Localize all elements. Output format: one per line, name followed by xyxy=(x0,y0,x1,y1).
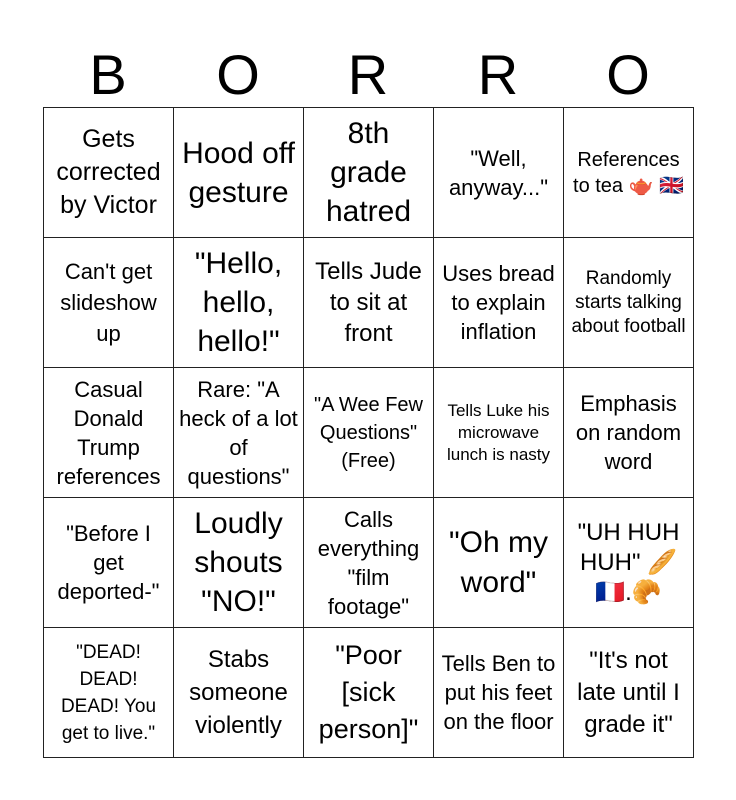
bingo-cell[interactable] xyxy=(564,368,694,498)
bingo-cell[interactable] xyxy=(174,628,304,758)
bingo-cell[interactable] xyxy=(304,498,434,628)
header-letter-b: B xyxy=(89,43,127,106)
bingo-cell[interactable] xyxy=(174,238,304,368)
bingo-header xyxy=(43,42,693,108)
cell-text: References to tea 🫖 🇬🇧 xyxy=(573,148,684,197)
cell-text: "Poor [sick person]" xyxy=(318,640,419,744)
cell-text: Hood off gesture xyxy=(182,136,295,209)
cell-text: "A Wee Few Questions" (Free) xyxy=(314,393,423,472)
cell-text: Emphasis on random word xyxy=(575,391,682,474)
cell-text: Stabs someone violently xyxy=(189,646,288,739)
cell-text: "Hello, hello, hello!" xyxy=(194,247,283,358)
cell-text: "Well, anyway..." xyxy=(448,145,549,200)
cell-text: "UH HUH HUH" 🥖 🇫🇷.🥐 xyxy=(577,518,680,606)
bingo-cell[interactable] xyxy=(44,628,174,758)
bingo-cell[interactable] xyxy=(564,108,694,238)
cell-text: Tells Jude to sit at front xyxy=(315,258,422,347)
bingo-cell[interactable] xyxy=(434,628,564,758)
bingo-grid xyxy=(43,107,694,758)
bingo-cell[interactable] xyxy=(304,238,434,368)
bingo-cell[interactable] xyxy=(174,108,304,238)
cell-text: "DEAD! DEAD! DEAD! You get to live." xyxy=(60,641,157,744)
cell-text: Uses bread to explain inflation xyxy=(442,261,555,344)
bingo-cell[interactable] xyxy=(304,628,434,758)
bingo-cell[interactable] xyxy=(304,368,434,498)
cell-text: 8th grade hatred xyxy=(325,117,412,228)
cell-text: Casual Donald Trump references xyxy=(56,376,161,489)
cell-text: Tells Ben to put his feet on the floor xyxy=(441,651,556,734)
bingo-cell[interactable] xyxy=(44,238,174,368)
header-letter-o: O xyxy=(606,43,650,106)
cell-text: "Before I get deported-" xyxy=(57,521,160,604)
cell-text: "It's not late until I grade it" xyxy=(577,646,680,738)
cell-text: Gets corrected by Victor xyxy=(56,125,161,219)
cell-text: Rare: "A heck of a lot of questions" xyxy=(179,376,298,489)
bingo-cell[interactable] xyxy=(564,498,694,628)
header-letter-o: O xyxy=(216,43,260,106)
cell-text: Tells Luke his microwave lunch is nasty xyxy=(447,400,550,464)
bingo-cell[interactable] xyxy=(434,238,564,368)
bingo-cell[interactable] xyxy=(434,498,564,628)
cell-text: Can't get slideshow up xyxy=(60,259,157,346)
cell-text: Calls everything "film footage" xyxy=(317,506,420,619)
bingo-cell[interactable] xyxy=(564,238,694,368)
header-letter-r: R xyxy=(347,43,389,106)
bingo-cell[interactable] xyxy=(434,368,564,498)
bingo-cell[interactable] xyxy=(174,498,304,628)
cell-text: Loudly shouts "NO!" xyxy=(194,507,283,618)
bingo-cell[interactable] xyxy=(44,108,174,238)
bingo-cell[interactable] xyxy=(564,628,694,758)
bingo-cell[interactable] xyxy=(304,108,434,238)
bingo-cell[interactable] xyxy=(44,368,174,498)
bingo-cell[interactable] xyxy=(174,368,304,498)
cell-text: "Oh my word" xyxy=(449,525,548,599)
cell-text: Randomly starts talking about football xyxy=(571,267,686,337)
bingo-cell[interactable] xyxy=(434,108,564,238)
bingo-cell[interactable] xyxy=(44,498,174,628)
header-letter-r: R xyxy=(477,43,519,106)
